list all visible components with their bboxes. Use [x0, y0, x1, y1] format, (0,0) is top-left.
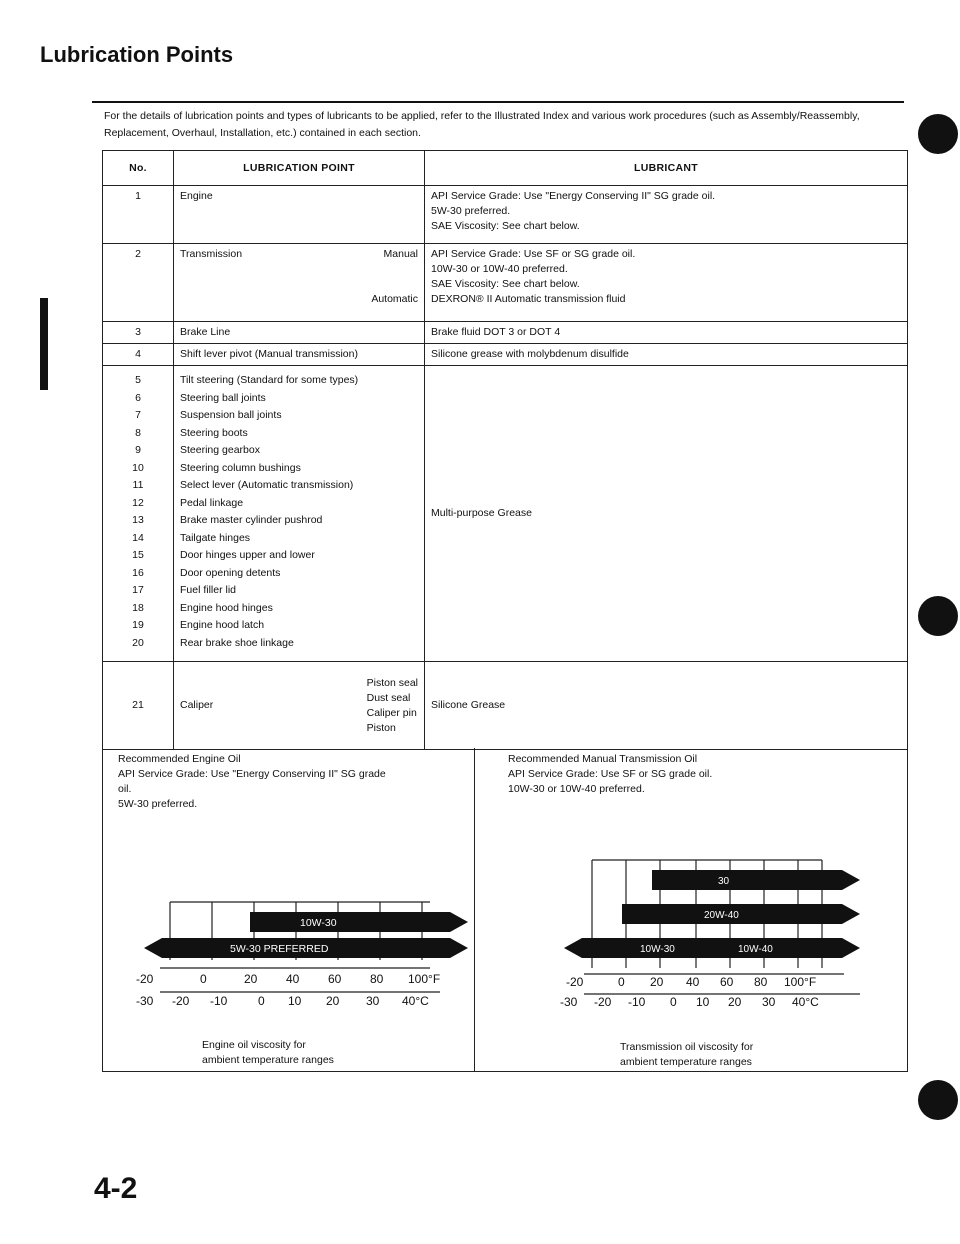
section-side-tab	[40, 298, 48, 390]
bar-30-label: 30	[718, 876, 730, 887]
row-point: Brake Line	[174, 322, 425, 344]
page-title: Lubrication Points	[40, 42, 234, 67]
c-tick: -10	[628, 995, 646, 1009]
row-number: 2	[103, 244, 174, 322]
engine-oil-viscosity-chart	[136, 890, 480, 1010]
table-row	[103, 186, 908, 244]
f-tick: 40	[286, 972, 300, 986]
row-lubricant: API Service Grade: Use "Energy Conserving II" SG grade oil. 5W-30 preferred. SAE Viscosity: See chart below.	[425, 186, 908, 244]
bar-30-arrow	[652, 870, 860, 890]
row-number-list: 5 6 7 8 9 10 11 12 13 14 15 16 17 18 19 20	[103, 366, 174, 662]
intro-text: For the details of lubrication points and types of lubricants to be applied, refer to the Illustrated Index and various work procedures (such as Assembly/Reassembly, Replacement, Overhaul, Installation, etc.) contained in each section.	[104, 110, 860, 139]
c-tick: 0	[258, 994, 265, 1008]
binder-hole-icon	[918, 596, 958, 636]
c-tick: 30	[762, 995, 776, 1009]
row-point: Caliper Piston seal Dust seal Caliper pin Piston	[174, 662, 425, 750]
page-number: 4-2	[94, 1172, 138, 1205]
c-tick: -30	[560, 995, 578, 1009]
c-tick: 10	[696, 995, 710, 1009]
bar-10w30-label: 10W-30	[300, 917, 337, 929]
engine-oil-recommendation: Recommended Engine Oil API Service Grade: Use "Energy Conserving II" SG grade oil. 5W-30 preferred.	[118, 753, 386, 810]
trans-oil-recommendation: Recommended Manual Transmission Oil API Service Grade: Use SF or SG grade oil. 10W-30 or 10W-40 preferred.	[508, 753, 713, 795]
header-no: No.	[103, 151, 174, 186]
f-tick: -20	[566, 975, 584, 989]
header-lubricant: LUBRICANT	[425, 151, 908, 186]
f-tick: 80	[370, 972, 384, 986]
trans-chart-caption: Transmission oil viscosity for ambient temperature ranges	[620, 1041, 754, 1068]
binder-hole-icon	[918, 1080, 958, 1120]
f-tick: 40	[686, 975, 700, 989]
row-number: 21	[103, 662, 174, 750]
table-row	[103, 244, 908, 322]
engine-chart-caption: Engine oil viscosity for ambient temperature ranges	[202, 1039, 334, 1066]
f-tick: 0	[200, 972, 207, 986]
lubrication-table	[102, 150, 908, 750]
row-number: 3	[103, 322, 174, 344]
header-point: LUBRICATION POINT	[174, 151, 425, 186]
row-lubricant: Silicone Grease	[425, 662, 908, 750]
c-tick: 40°C	[792, 995, 819, 1009]
table-row	[103, 662, 908, 750]
row-lubricant: Multi-purpose Grease	[425, 366, 908, 662]
row-lubricant: Silicone grease with molybdenum disulfide	[425, 344, 908, 366]
bar-5w30-label: 5W-30 PREFERRED	[230, 943, 329, 955]
title-rule	[92, 101, 904, 103]
row-point: Engine	[174, 186, 425, 244]
c-tick: 20	[326, 994, 340, 1008]
row-point-list: Tilt steering (Standard for some types) Steering ball joints Suspension ball joints Steering boots Steering gearbox Steering column bushings Select lever (Automatic transmission) Pedal linkage Brake master cylinder pushrod Tailgate hinges Door hinges upper and lower Door opening detents Fuel filler lid Engine hood hinges Engine hood latch Rear brake shoe linkage	[174, 366, 425, 662]
table-row	[103, 344, 908, 366]
trans-oil-viscosity-chart	[560, 856, 900, 1009]
row-lubricant: Brake fluid DOT 3 or DOT 4	[425, 322, 908, 344]
bar-20w40-label: 20W-40	[704, 910, 739, 921]
row-lubricant: API Service Grade: Use SF or SG grade oil. 10W-30 or 10W-40 preferred. SAE Viscosity: See chart below. DEXRON® II Automatic transmission fluid	[425, 244, 908, 322]
f-tick: 100°F	[408, 972, 441, 986]
f-tick: 20	[650, 975, 664, 989]
bar-20w40-arrow	[622, 904, 860, 924]
bar-10w30-arrow	[564, 938, 860, 958]
f-tick: 80	[754, 975, 768, 989]
c-tick: -20	[172, 994, 190, 1008]
c-tick: -20	[594, 995, 612, 1009]
c-tick: 40°C	[402, 994, 429, 1008]
row-number: 4	[103, 344, 174, 366]
f-tick: 0	[618, 975, 625, 989]
f-tick: 20	[244, 972, 258, 986]
c-tick: 10	[288, 994, 302, 1008]
bar-10w30-arrow	[250, 912, 468, 932]
f-tick: 60	[328, 972, 342, 986]
bar-10w30-label: 10W-30	[640, 944, 675, 955]
c-tick: 20	[728, 995, 742, 1009]
f-tick: 100°F	[784, 975, 817, 989]
row-point: Transmission Manual Automatic	[174, 244, 425, 322]
row-number: 1	[103, 186, 174, 244]
f-tick: -20	[136, 972, 154, 986]
table-header-row	[103, 151, 908, 186]
c-tick: 30	[366, 994, 380, 1008]
bar-10w40-label: 10W-40	[738, 944, 773, 955]
binder-hole-icon	[918, 114, 958, 154]
f-tick: 60	[720, 975, 734, 989]
c-tick: -30	[136, 994, 154, 1008]
table-row	[103, 322, 908, 344]
table-row	[103, 366, 908, 662]
c-tick: 0	[670, 995, 677, 1009]
c-tick: -10	[210, 994, 228, 1008]
row-point: Shift lever pivot (Manual transmission)	[174, 344, 425, 366]
